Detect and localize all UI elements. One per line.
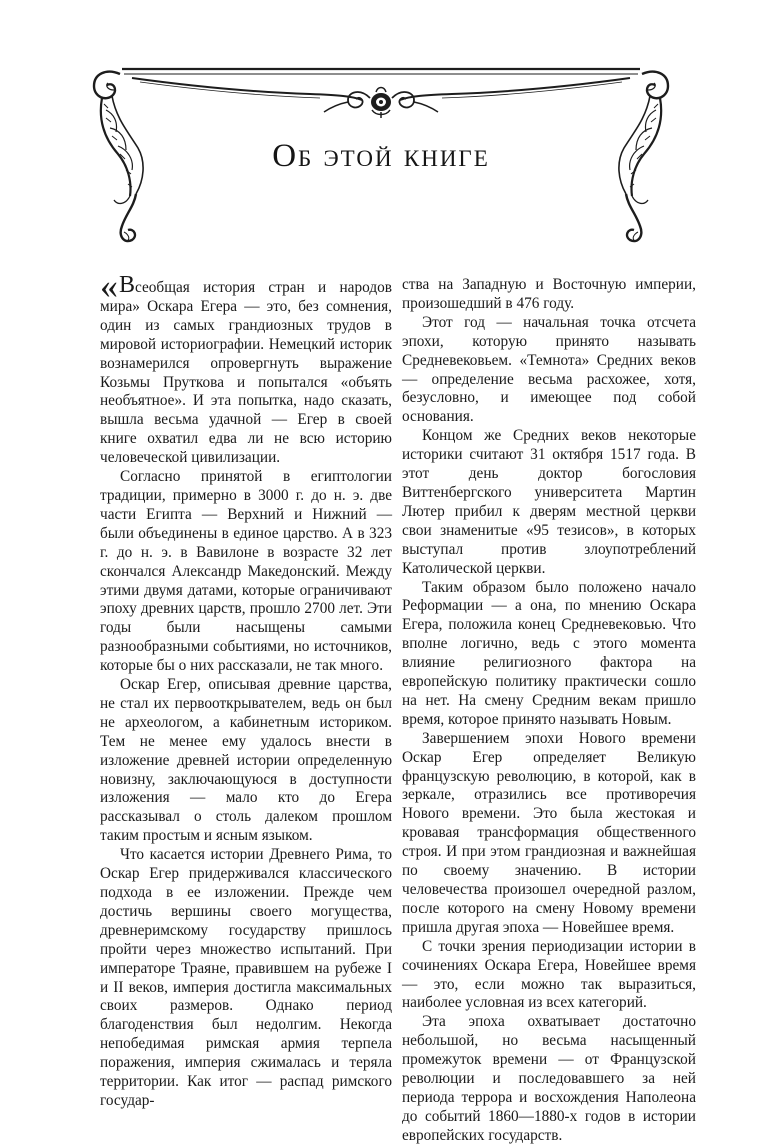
central-ornament-icon bbox=[324, 88, 438, 119]
paragraph: Что касается истории Древнего Рима, то Оскар Егер придерживался классического подхода в ее изложении. Прежде чем достичь вершины своего могущества, древнеримскому государству пришлось пройти через множество испытаний. При императоре Траяне, правившем на рубеже I и II веков, империя достигла максимальных своих размеров. Однако период благоденствия был недолгим. Некогда непобедимая римская армия терпела поражения, империя сжималась и теряла территории. Как итог — распад римского государ- bbox=[100, 846, 392, 1109]
paragraph: С точки зрения периодизации истории в сочинениях Оскара Егера, Новейшее время — это, если можно так выразиться, наиболее условная из всех категорий. bbox=[402, 937, 696, 1012]
paragraph: Этот год — начальная точка отсчета эпохи, которую принято называть Средневековьем. «Темнота» Средних веков — определение весьма расхожее, хотя, безусловно, и имеющее под собой основания. bbox=[402, 313, 696, 426]
drop-cap: В bbox=[119, 272, 136, 298]
paragraph: ства на Западную и Восточную империи, произошедший в 476 году. bbox=[402, 276, 696, 312]
paragraph: Завершением эпохи Нового времени Оскар Егер определяет Великую французскую революцию, в которой, как в зеркале, отразились все противоречия Нового времени. Это была жестокая и кровавая трансформация общественного строя. И при этом грандиозная и важнейшая по своему значению. В истории человечества произошел очередной разлом, после которого на смену Новому времени пришла другая эпоха — Новейшее время. bbox=[402, 729, 696, 936]
paragraph: Эта эпоха охватывает достаточно небольшой, но весьма насыщенный промежуток времени — от Французской революции и последовавшего за ней периода террора и восхождения Наполеона до событий 1860—1880-х годов в истории европейских государств. bbox=[402, 1013, 696, 1144]
paragraph-text: сеобщая история стран и народов мира» Оскара Егера — это, без сомнения, один из самых грандиозных трудов в мировой историографии. Немецкий историк вознамерился опровергнуть выражение Козьмы Пруткова и попытался «объять необъятное». И эта попытка, надо сказать, вышла весьма удачной — Егер в своей книге охватил едва ли не всю историю человеческой цивилизации. bbox=[100, 279, 392, 467]
paragraph: Согласно принятой в египтологии традиции, примерно в 3000 г. до н. э. две части Египта — Верхний и Нижний — были объединены в единое царство. А в 323 г. до н. э. в Вавилоне в возрасте 32 лет скончался Александр Македонский. Между этими двумя датами, которые ограничивают эпоху древних царств, прошло 2700 лет. Эти годы были насыщены самыми разнообразными событиями, но источников, которые бы о них рассказали, не так много. bbox=[100, 468, 392, 675]
opening-quote-mark: « bbox=[100, 266, 118, 306]
right-text-column bbox=[402, 276, 696, 1146]
paragraph: Таким образом было положено начало Реформации — а она, по мнению Оскара Егера, положила конец Средневековью. Что вполне логично, ведь с этого момента влияние религиозного фактора на европейскую политику практически сошло на нет. На смену Средним векам пришло время, которое принято называть Новым. bbox=[402, 578, 696, 728]
paragraph bbox=[100, 266, 392, 468]
left-text-column bbox=[100, 266, 392, 1111]
paragraph: Концом же Средних веков некоторые историки считают 31 октября 1517 года. В этот день доктор богословия Виттенбергского университета Мартин Лютер прибил к дверям местной церкви свои знаменитые «95 тезисов», в которых выступал против злоупотреблений Католической церкви. bbox=[402, 427, 696, 577]
paragraph: Оскар Егер, описывая древние царства, не стал их первооткрывателем, ведь он был не археологом, а кабинетным историком. Тем не менее ему удалось внести в изложение древней истории определенную новизну, заключающуюся в доступности изложения — мало кто до Егера рассказывал о столь далеком прошлом таким простым и ясным языком. bbox=[100, 676, 392, 845]
ornamental-frame bbox=[0, 0, 762, 270]
page-title: Об этой книге bbox=[272, 138, 490, 174]
